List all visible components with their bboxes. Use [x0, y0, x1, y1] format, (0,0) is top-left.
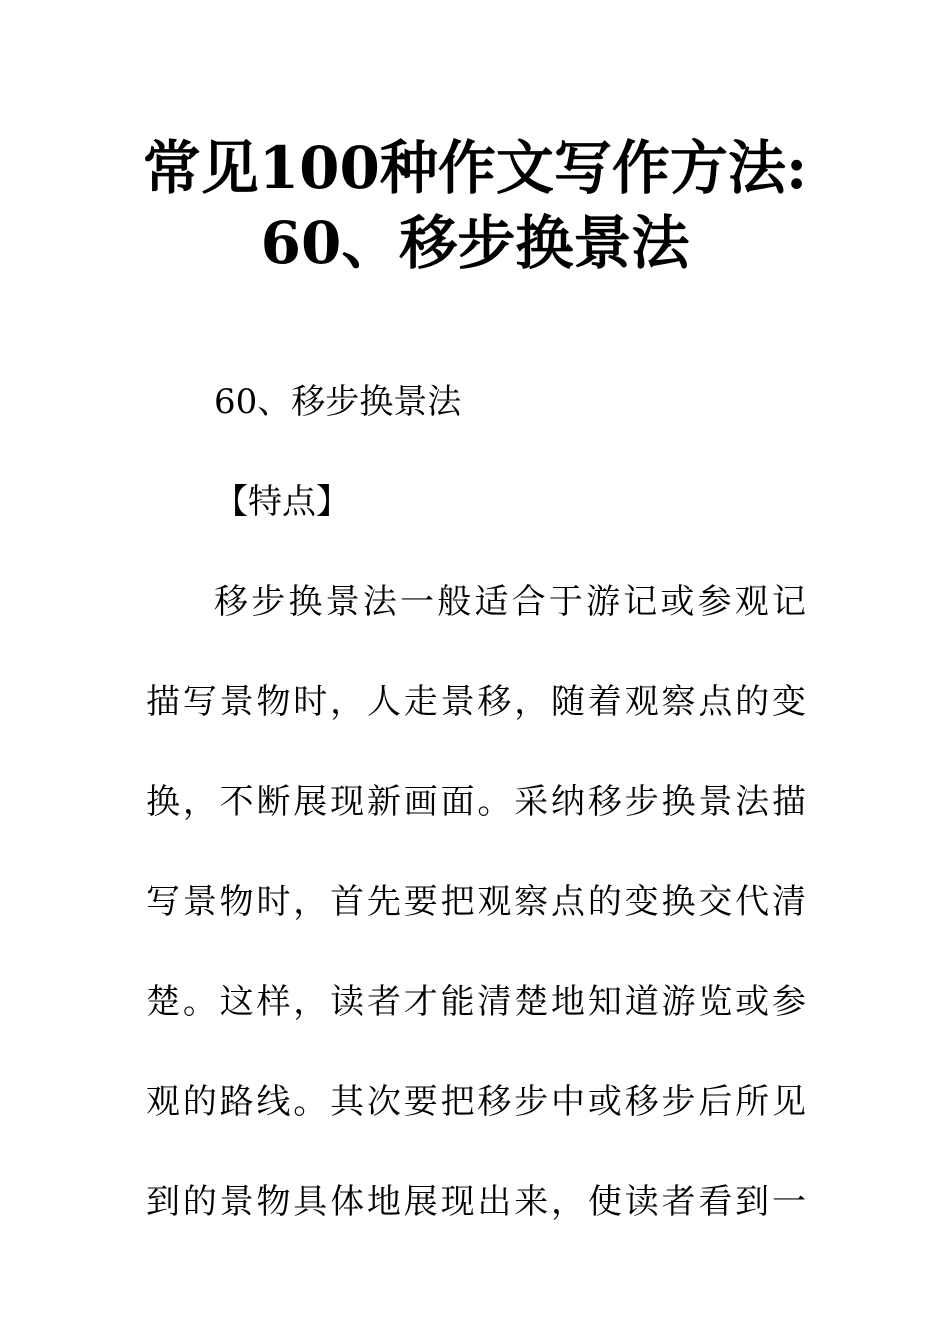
body-line-5: 楚。这样，读者才能清楚地知道游览或参: [146, 982, 806, 1022]
section-heading: 60、移步换景法: [214, 382, 462, 422]
body-line-3: 换，不断展现新画面。采纳移步换景法描: [146, 782, 806, 822]
document-title-line-2: 60、移步换景法: [260, 209, 690, 277]
subheading-features: 【特点】: [214, 482, 350, 522]
document-title-line-1: 常见100种作文写作方法:: [142, 134, 808, 202]
body-line-4: 写景物时，首先要把观察点的变换交代清: [146, 882, 806, 922]
body-line-6: 观的路线。其次要把移步中或移步后所见: [146, 1082, 806, 1122]
body-line-1: 移步换景法一般适合于游记或参观记: [214, 582, 806, 622]
body-line-7: 到的景物具体地展现出来，使读者看到一: [146, 1182, 806, 1222]
body-line-2: 描写景物时，人走景移，随着观察点的变: [146, 682, 806, 722]
